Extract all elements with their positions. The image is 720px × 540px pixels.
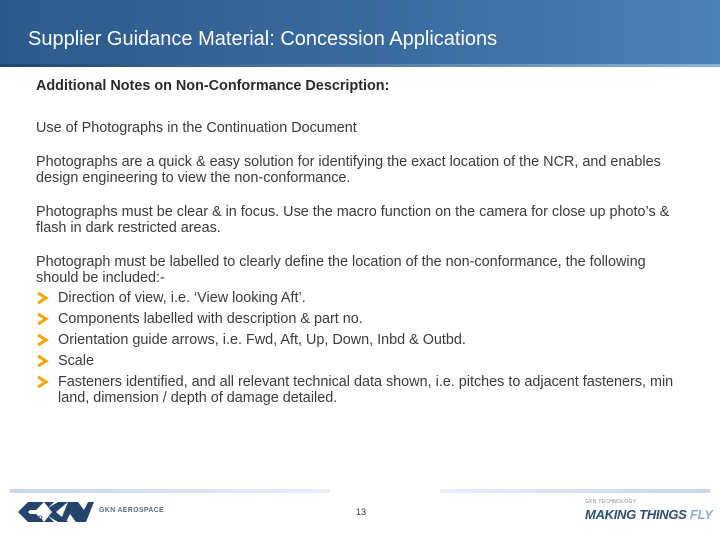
tagline-main: MAKING THINGS	[585, 507, 690, 522]
chevron-right-icon	[36, 292, 50, 304]
tagline	[585, 507, 713, 522]
list-item-text: Scale	[58, 353, 94, 369]
footer-divider-right	[440, 489, 710, 493]
list-item	[36, 332, 686, 348]
list-item-text: Fasteners identified, and all relevant technical data shown, i.e. pitches to adjacent fasteners, min land, dimension / depth of damage detailed.	[58, 374, 674, 406]
subheading: Additional Notes on Non-Conformance Description:	[36, 78, 390, 94]
list-item-text: Orientation guide arrows, i.e. Fwd, Aft, Up, Down, Inbd & Outbd.	[58, 332, 466, 348]
list-item-text: Direction of view, i.e. ‘View looking Aft’.	[58, 290, 306, 306]
section-label: Use of Photographs in the Continuation Document	[36, 120, 357, 136]
list-item	[36, 311, 686, 327]
requirements-list	[36, 290, 686, 406]
company-label: GKN AEROSPACE	[99, 507, 164, 514]
paragraph-photographs-solution: Photographs are a quick & easy solution for identifying the exact location of the NCR, and enables design engineering to view the non-conformance.	[36, 154, 661, 186]
slide-content	[36, 78, 686, 411]
chevron-right-icon	[36, 355, 50, 367]
list-item-text: Components labelled with description & part no.	[58, 311, 363, 327]
page-number-left: 13	[33, 514, 44, 524]
page-number: 13	[356, 507, 367, 517]
chevron-right-icon	[36, 376, 50, 388]
title-bar	[0, 0, 720, 64]
list-item	[36, 374, 686, 406]
footer-divider-left	[10, 489, 330, 493]
paragraph-photographs-focus: Photographs must be clear & in focus. Use the macro function on the camera for close up photo’s & flash in dark restricted areas.	[36, 204, 670, 236]
chevron-right-icon	[36, 334, 50, 346]
gkn-logo	[14, 500, 94, 524]
tagline-fly: FLY	[689, 507, 713, 522]
slide-title: Supplier Guidance Material: Concession Applications	[28, 28, 498, 50]
paragraph-photographs-labelling: Photograph must be labelled to clearly define the location of the non-conformance, the following should be included:-	[36, 254, 646, 286]
tagline-small-label: GKN TECHNOLOGY	[585, 499, 637, 505]
list-item	[36, 353, 686, 369]
list-item	[36, 290, 686, 306]
chevron-right-icon	[36, 313, 50, 325]
